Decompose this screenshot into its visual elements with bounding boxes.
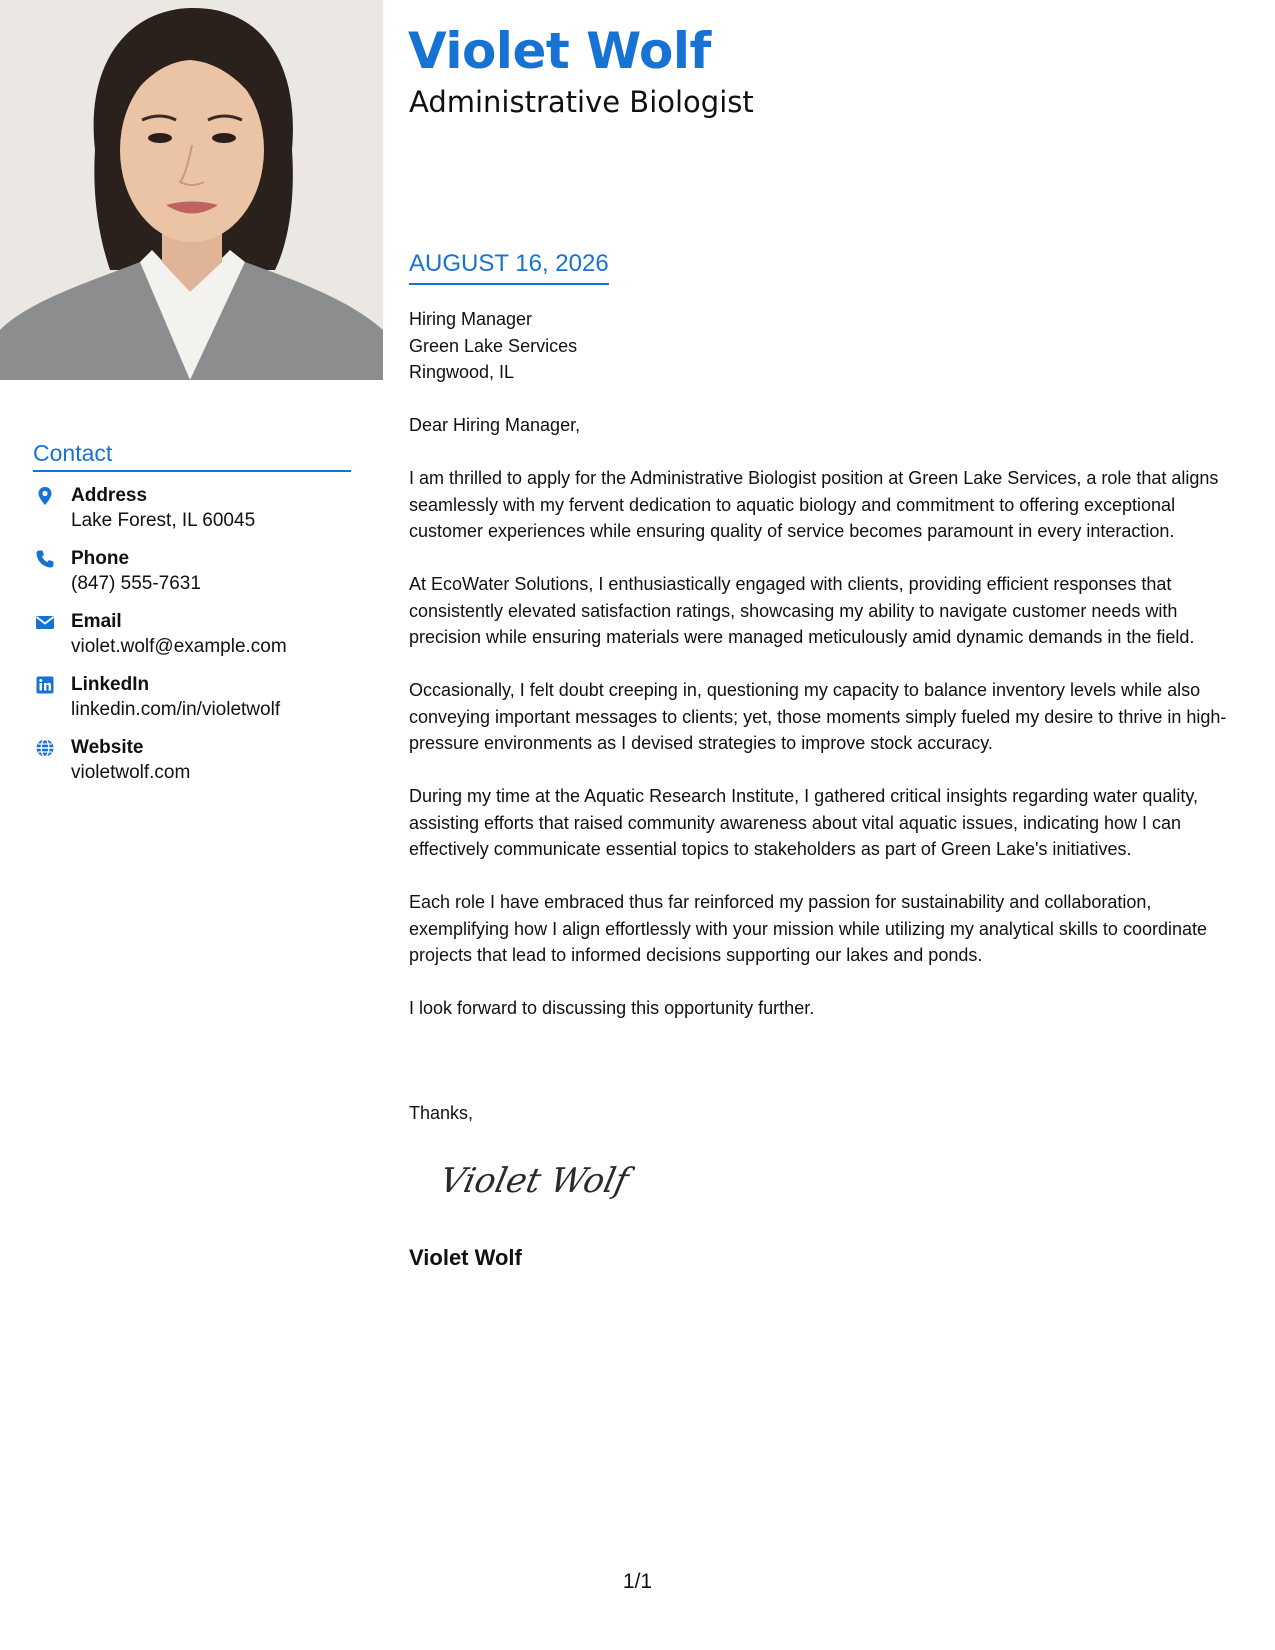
recipient-line: Ringwood, IL <box>409 362 515 382</box>
phone-icon <box>35 549 55 569</box>
contact-phone <box>33 547 351 610</box>
contact-value[interactable]: violetwolf.com <box>71 762 191 783</box>
letter-paragraph: During my time at the Aquatic Research Institute, I gathered critical insights regarding water quality, assisting efforts that raised community awareness about vital aquatic issues, indicating how I can effectively communicate essential topics to stakeholders as part of Green Lake's initiatives. <box>409 786 1199 859</box>
letter-paragraph: Each role I have embraced thus far reinforced my passion for sustainability and collaboration, exemplifying how I align effortlessly with your mission while utilizing my analytical skills to coordinate projects that lead to informed decisions supporting our lakes and ponds. <box>409 892 1208 965</box>
recipient-line: Hiring Manager <box>409 309 533 329</box>
contact-section <box>33 438 351 799</box>
candidate-name: Violet Wolf <box>408 22 711 80</box>
contact-address <box>33 484 351 547</box>
letter-body <box>409 306 1239 1048</box>
letter-date: AUGUST 16, 2026 <box>409 249 609 285</box>
globe-icon <box>35 738 55 758</box>
signer-name: Violet Wolf <box>409 1245 522 1270</box>
page-number: 1/1 <box>622 1570 653 1593</box>
contact-label: LinkedIn <box>71 674 150 695</box>
recipient-block <box>409 306 1239 386</box>
contact-linkedin <box>33 673 351 736</box>
location-pin-icon <box>35 486 55 506</box>
letter-paragraph: I look forward to discussing this opportunity further. <box>409 998 815 1018</box>
contact-value: Lake Forest, IL 60045 <box>71 510 256 531</box>
letter-paragraph: Occasionally, I felt doubt creeping in, questioning my capacity to balance inventory levels while also conveying important messages to clients; yet, those moments simply fueled my desire to thrive in high-pressure environments as I devised strategies to improve stock accuracy. <box>409 680 1227 753</box>
contact-email <box>33 610 351 673</box>
contact-value[interactable]: violet.wolf@example.com <box>71 636 287 657</box>
linkedin-icon <box>35 675 55 695</box>
contact-heading: Contact <box>33 438 351 472</box>
letter-paragraph: At EcoWater Solutions, I enthusiastically engaged with clients, providing efficient responses that consistently elevated satisfaction ratings, showcasing my ability to navigate customer needs with precision while ensuring materials were managed meticulously amid dynamic demands in the field. <box>409 574 1195 647</box>
contact-website <box>33 736 351 799</box>
signature-image <box>445 1150 635 1215</box>
contact-label: Phone <box>71 548 130 569</box>
contact-label: Website <box>71 737 144 758</box>
contact-label: Email <box>71 611 122 632</box>
candidate-title: Administrative Biologist <box>409 85 754 119</box>
closing: Thanks, <box>409 1103 474 1123</box>
contact-label: Address <box>71 485 148 506</box>
letter-paragraph: I am thrilled to apply for the Administrative Biologist position at Green Lake Services, a role that aligns seamlessly with my fervent dedication to aquatic biology and commitment to offering exceptional customer experiences while ensuring quality of service becomes paramount in every interaction. <box>409 468 1219 541</box>
contact-value: (847) 555-7631 <box>71 573 201 594</box>
contact-value[interactable]: linkedin.com/in/violetwolf <box>71 699 281 720</box>
signature-text: Violet Wolf <box>445 1161 632 1201</box>
salutation: Dear Hiring Manager, <box>409 415 581 435</box>
email-icon <box>35 612 55 632</box>
profile-photo <box>0 0 383 380</box>
recipient-line: Green Lake Services <box>409 335 578 356</box>
